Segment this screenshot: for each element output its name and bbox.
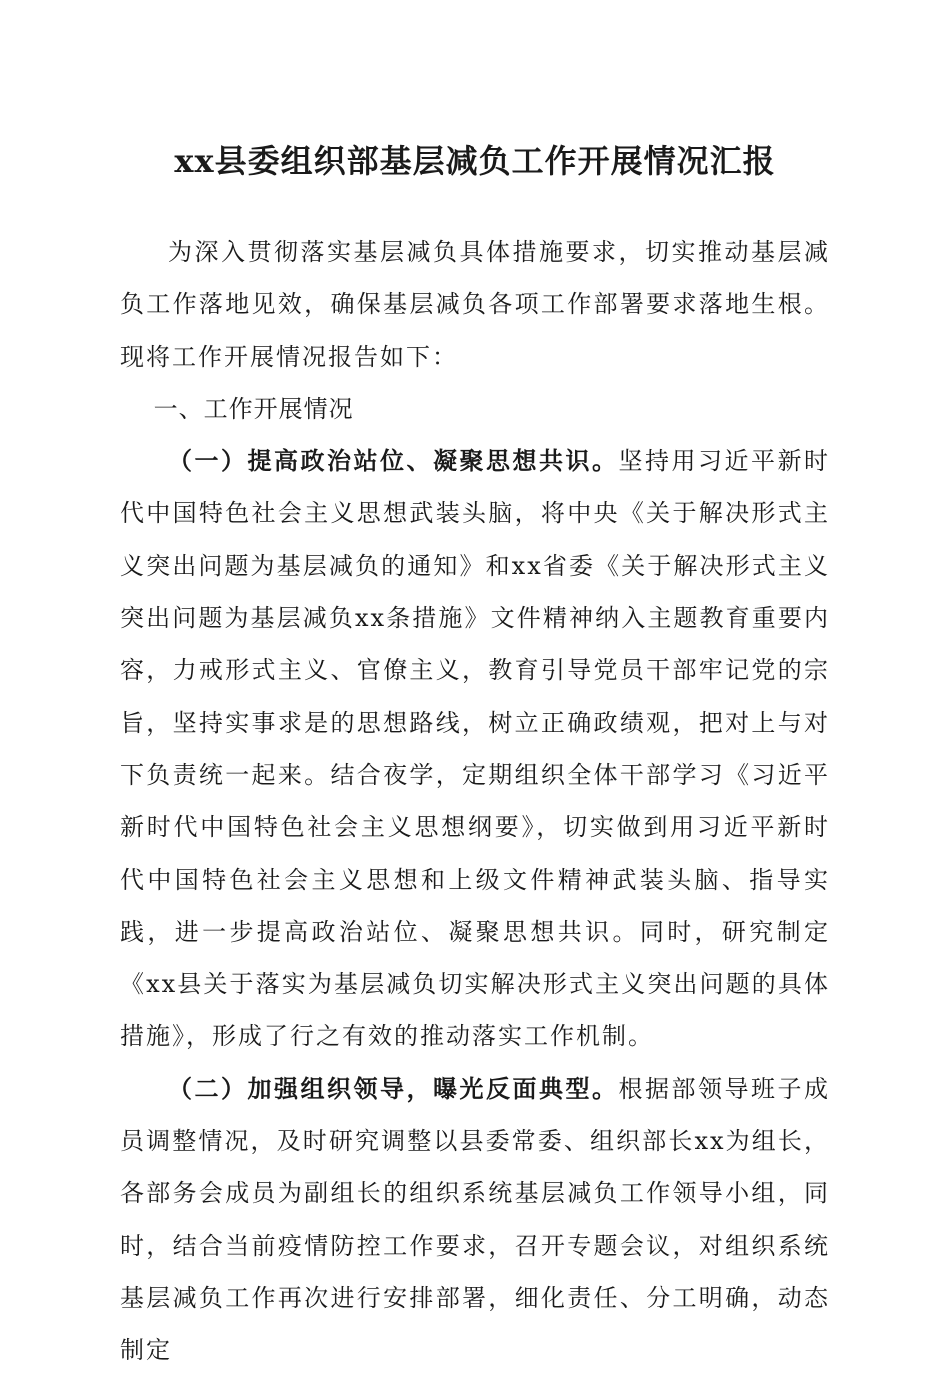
- intro-paragraph: 为深入贯彻落实基层减负具体措施要求，切实推动基层减负工作落地见效，确保基层减负各项工作部署要求落地生根。现将工作开展情况报告如下：: [120, 238, 830, 371]
- document-body: [120, 226, 830, 1377]
- paragraph-1-lead: （一）提高政治站位、凝聚思想共识。: [168, 446, 619, 476]
- section-heading: 一、工作开展情况: [153, 394, 354, 423]
- paragraph-2-body: 根据部领导班子成员调整情况，及时研究调整以县委常委、组织部长xx为组长，各部务会成员为副组长的组织系统基层减负工作领导小组，同时，结合当前疫情防控工作要求，召开专题会议，对组织系统基层减负工作再次进行安排部署，细化责任、分工明确，动态制定: [120, 1074, 830, 1365]
- document-title: xx县委组织部基层减负工作开展情况汇报: [174, 142, 776, 180]
- paragraph-1: [120, 435, 830, 1063]
- paragraph-2-lead: （二）加强组织领导，曝光反面典型。: [168, 1073, 619, 1103]
- paragraph-2: [120, 1063, 830, 1377]
- paragraph-1-body: 坚持用习近平新时代中国特色社会主义思想武装头脑，将中央《关于解决形式主义突出问题为基层减负的通知》和xx省委《关于解决形式主义突出问题为基层减负xx条措施》文件精神纳入主题教育重要内容，力戒形式主义、官僚主义，教育引导党员干部牢记党的宗旨，坚持实事求是的思想路线，树立正确政绩观，把对上与对下负责统一起来。结合夜学，定期组织全体干部学习《习近平新时代中国特色社会主义思想纲要》，切实做到用习近平新时代中国特色社会主义思想和上级文件精神武装头脑、指导实践，进一步提高政治站位、凝聚思想共识。同时，研究制定《xx县关于落实为基层减负切实解决形式主义突出问题的具体措施》，形成了行之有效的推动落实工作机制。: [120, 447, 830, 1051]
